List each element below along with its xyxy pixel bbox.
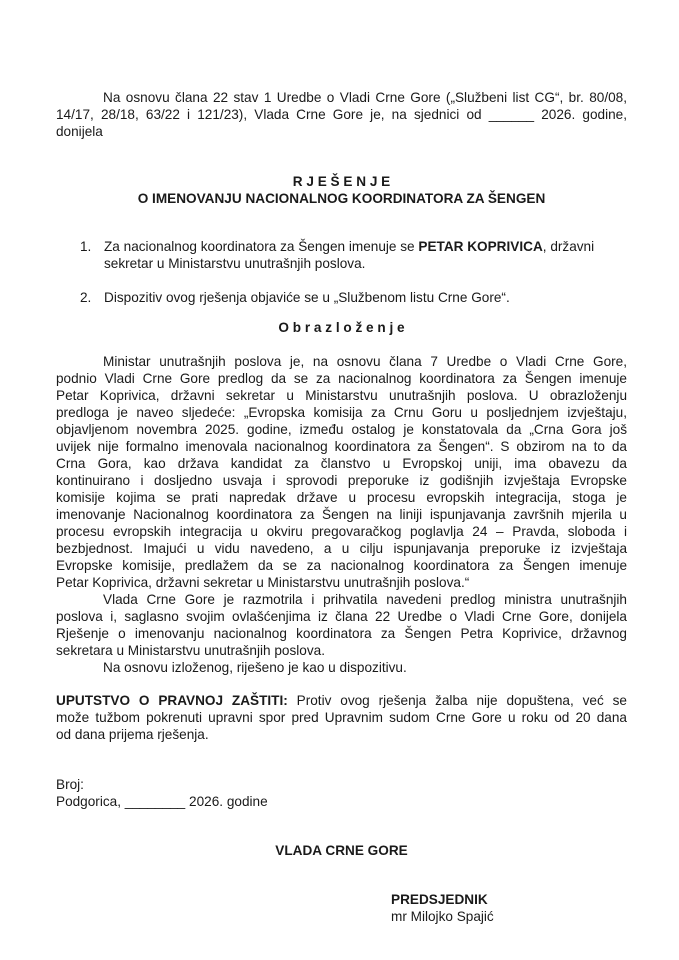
item-number: 2. [80,290,92,305]
text-line: 14/17, 28/18, 63/22 i 121/23), Vlada Crne Gore je, na sjednici od ______ 2026. godine, [56,107,627,122]
conclusion-text: Na osnovu izloženog, riješeno je kao u dispozitivu. [103,660,407,675]
number-label: Broj: [56,777,84,792]
text-line: Evropske komisije, predlažem da se za nacionalnog koordinatora za Šengen imenuje [56,558,627,573]
signatory-name: mr Milojko Spajić [391,909,494,924]
text-line: Petar Koprivica, državni sekretar u Ministarstvu unutrašnjih poslova. U obrazloženju [56,388,627,403]
government-paragraph [56,591,627,659]
text-line: Vlada Crne Gore je razmotrila i prihvatila navedeni predlog ministra unutrašnjih [103,592,627,607]
item-text: sekretar u Ministarstvu unutrašnjih poslova. [104,256,366,271]
text-line: predloga je naveo sljedeće: „Evropska komisija za Crnu Goru u posljednjem izvještaju, [56,405,627,420]
legal-remedy-text: od dana prijema rješenja. [56,727,209,742]
item-number: 1. [80,239,92,254]
signatory-body: VLADA CRNE GORE [275,843,408,858]
item-text: , državni [542,239,595,254]
text-line: Ministar unutrašnjih poslova je, na osnovu člana 7 Uredbe o Vladi Crne Gore, [103,354,627,369]
signatory-title: PREDSJEDNIK [391,892,488,907]
text-line: donijela [56,124,103,139]
text-line: Petar Koprivica, državni sekretar u Ministarstvu unutrašnjih poslova.“ [56,575,470,590]
reasoning-paragraph [56,353,627,591]
text-line: imenovanje Nacionalnog koordinatora za Šengen na liniji ispunjavanja završnih mjerila u [56,507,627,522]
document-subtitle: O IMENOVANJU NACIONALNOG KOORDINATORA ZA ŠENGEN [137,191,546,206]
appointee-name: PETAR KOPRIVICA [418,239,543,254]
text-line: Crna Gora, kao država kandidat za članstvo u Evropskoj uniji, ima obavezu da [56,456,627,471]
text-line: kontinuirano i dosljedno usvaja i sprovodi preporuke iz godišnjih izvještaja Evropske [56,473,627,488]
item-text: Za nacionalnog koordinatora za Šengen imenuje se [104,239,419,254]
dispositive-item-2 [80,289,627,306]
document-title: R J E Š E N J E [292,174,391,189]
text-line: Rješenje o imenovanju nacionalnog koordinatora za Šengen Petra Koprivice, državnog [56,626,627,641]
reasoning-title: O b r a z l o ž e n j e [278,320,405,335]
place-date: Podgorica, ________ 2026. godine [56,794,268,809]
text-line: sekretara u Ministarstvu unutrašnjih poslova. [56,643,325,658]
text-line: Na osnovu člana 22 stav 1 Uredbe o Vladi Crne Gore („Službeni list CG“, br. 80/08, [103,90,627,105]
legal-remedy-label: UPUTSTVO O PRAVNOJ ZAŠTITI: [56,693,288,708]
legal-remedy-text: može tužbom pokrenuti upravni spor pred Upravnim sudom Crne Gore u roku od 20 dana [56,710,627,725]
legal-remedy [56,692,627,743]
dispositive-item-1 [80,238,627,272]
item-text: Dispozitiv ovog rješenja objaviće se u „Službenom listu Crne Gore“. [104,290,510,305]
preamble [56,89,627,140]
text-line: podnio Vladi Crne Gore predlog da se za nacionalnog koordinatora za Šengen imenuje [56,371,627,386]
conclusion-paragraph [56,659,627,676]
text-line: uvijek nije formalno imenovala nacionalnog koordinatora za Šengen“. S obzirom na to da [56,439,627,454]
text-line: komisije kojima se prati napredak države u procesu evropskih integracija, stoga je [56,490,627,505]
legal-remedy-text: Protiv ovog rješenja žalba nije dopuštena, već se [287,693,627,708]
text-line: bezbjednost. Imajući u vidu navedeno, a u cilju ispunjavanja preporuke iz izvještaja [56,541,627,556]
text-line: objavljenom novembra 2025. godine, između ostalog je konstatovala da „Crna Gora još [56,422,627,437]
text-line: poslova i, saglasno svojim ovlašćenjima iz člana 22 Uredbe o Vladi Crne Gore, donijela [56,609,627,624]
text-line: procesu evropskih integracija u okviru pregovaračkog poglavlja 24 – Pravda, sloboda i [56,524,627,539]
